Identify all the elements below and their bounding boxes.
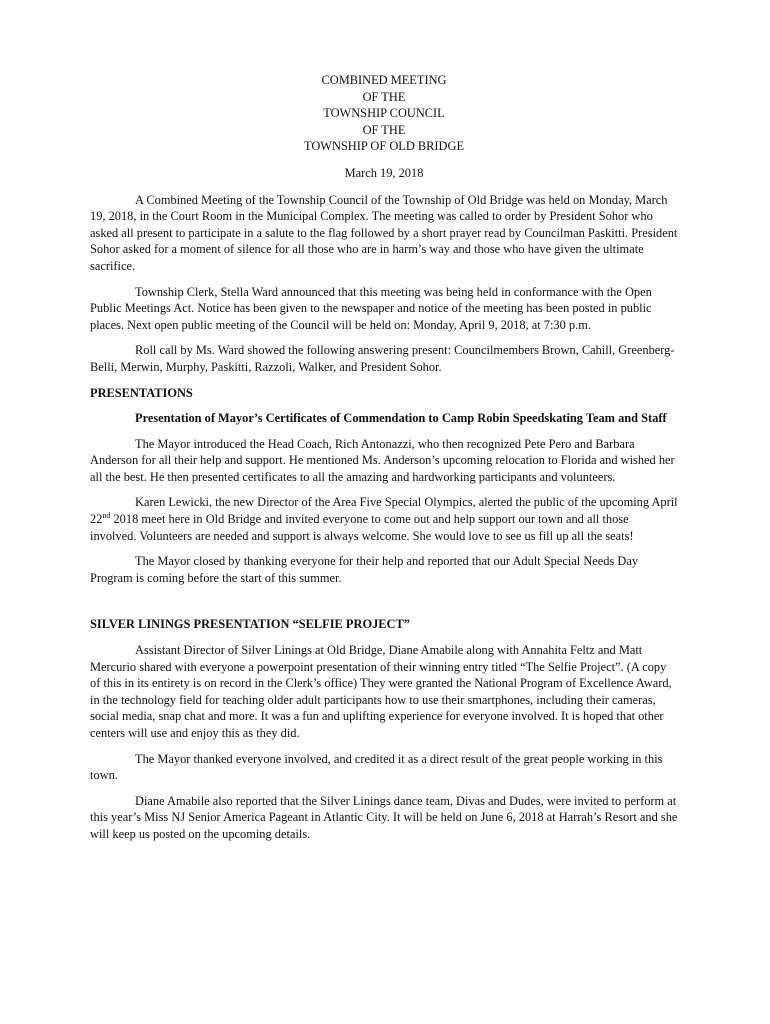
silver-linings-heading: SILVER LININGS PRESENTATION “SELFIE PROJECT”	[90, 617, 410, 632]
title-line: OF THE	[362, 122, 406, 137]
mayor-introduction-paragraph: The Mayor introduced the Head Coach, Rich Antonazzi, who then recognized Pete Pero and Barbara Anderson for all their help and support. He mentioned Ms. Anderson’s upcoming relocation to Florida and wished her all the best. He then presented certificates to all the amazing and hardworking participants and volunteers.	[90, 436, 675, 484]
title-line: COMBINED MEETING	[321, 73, 447, 87]
ordinal-suffix: nd	[102, 510, 111, 520]
title-line: OF THE	[362, 89, 406, 104]
title-line: TOWNSHIP OF OLD BRIDGE	[303, 139, 465, 154]
selfie-project-paragraph: Assistant Director of Silver Linings at Old Bridge, Diane Amabile along with Annahita Feltz and Matt Mercurio shared with everyone a powerpoint presentation of their winning entry titled “The Selfie Project”. (A copy of this in its entirety is on record in the Clerk’s office) They were granted the National Program of Excellence Award, in the technology field for teaching older adult participants how to use their smartphones, including their cameras, social media, snap chat and more. It was a fun and uplifting experience for everyone involved. It is hoped that other centers will use and enjoy this as they did.	[90, 643, 672, 740]
special-olympics-text-end: 2018 meet here in Old Bridge and invited everyone to come out and help support our town and all those involved. Volunteers are needed and support is always welcome. She would love to see us fill up all the seats!	[90, 512, 634, 543]
document-page	[90, 72, 678, 852]
clerk-announcement-paragraph: Township Clerk, Stella Ward announced that this meeting was being held in conformance with the Open Public Meetings Act. Notice has been given to the newspaper and notice of the meeting has been posted in public places. Next open public meeting of the Council will be held on: Monday, April 9, 2018, at 7:30 p.m.	[90, 284, 652, 332]
presentations-heading: PRESENTATIONS	[90, 385, 193, 400]
mayor-closing-paragraph: The Mayor closed by thanking everyone for their help and reported that our Adult Special Needs Day Program is coming before the start of this summer.	[90, 554, 639, 585]
mayor-thanks-paragraph: The Mayor thanked everyone involved, and credited it as a direct result of the great people working in this town.	[90, 751, 663, 783]
opening-paragraph: A Combined Meeting of the Township Council of the Township of Old Bridge was held on Monday, March 19, 2018, in the Court Room in the Municipal Complex. The meeting was called to order by President Sohor who asked all present to participate in a salute to the flag followed by a short prayer read by Councilman Paskitti. President Sohor asked for a moment of silence for all those who are in harm’s way and those who have given the ultimate sacrifice.	[90, 192, 678, 273]
special-olympics-paragraph	[90, 494, 678, 544]
roll-call-paragraph: Roll call by Ms. Ward showed the following answering present: Councilmembers Brown, Cahill, Greenberg-Belli, Merwin, Murphy, Paskitti, Razzoli, Walker, and President Sohor.	[90, 343, 675, 374]
dance-team-paragraph: Diane Amabile also reported that the Silver Linings dance team, Divas and Dudes, were invited to perform at this year’s Miss NJ Senior America Pageant in Atlantic City. It will be held on June 6, 2018 at Harrah’s Resort and she will keep us posted on the upcoming details.	[90, 793, 678, 841]
title-line: TOWNSHIP COUNCIL	[323, 106, 445, 121]
presentations-subheading: Presentation of Mayor’s Certificates of Commendation to Camp Robin Speedskating Team and Staff	[135, 411, 667, 426]
meeting-date: March 19, 2018	[344, 165, 424, 180]
special-olympics-text-start: Karen Lewicki, the new Director of the Area Five Special Olympics, alerted the public of the upcoming April 22	[90, 495, 678, 527]
document-title	[90, 72, 678, 155]
